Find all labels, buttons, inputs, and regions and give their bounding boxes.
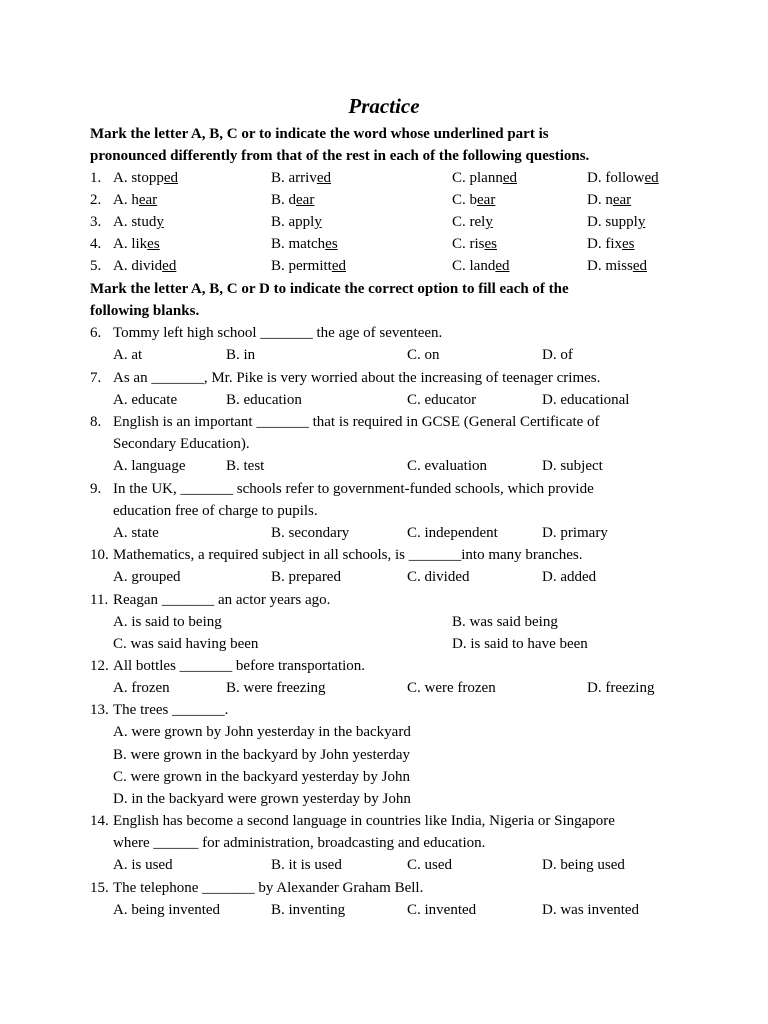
- option-text: C. land: [452, 258, 496, 274]
- option-d: D. in the backyard were grown yesterday by John: [113, 791, 411, 807]
- underlined-part: ed: [163, 170, 179, 186]
- question-number: 9.: [90, 481, 102, 497]
- underlined-part: ed: [495, 258, 510, 274]
- option-text: A. divid: [113, 258, 163, 274]
- option-b: [271, 211, 322, 233]
- question-stem: English is an important _______ that is required in GCSE (General Certificate of: [113, 414, 600, 430]
- underlined-part: es: [484, 236, 498, 252]
- question-stem: education free of charge to pupils.: [113, 503, 318, 519]
- option-c: C. were frozen: [407, 680, 496, 696]
- question-8-continued: [0, 433, 768, 455]
- question-4: [0, 233, 768, 255]
- question-6-options: [0, 344, 768, 366]
- underlined-part: y: [637, 214, 646, 230]
- option-text: A. stud: [113, 214, 157, 230]
- underlined-part: ed: [331, 258, 346, 274]
- question-13-option-d-row: [0, 788, 768, 810]
- question-number: 5.: [90, 258, 102, 274]
- option-c: C. on: [407, 347, 440, 363]
- option-text: D. miss: [587, 258, 633, 274]
- option-a: [113, 211, 164, 233]
- option-c: C. used: [407, 857, 452, 873]
- option-text: A. stopp: [113, 170, 164, 186]
- question-stem: As an _______, Mr. Pike is very worried about the increasing of teenager crimes.: [113, 370, 601, 386]
- option-b: [271, 167, 331, 189]
- underlined-part: y: [485, 214, 493, 230]
- option-text: C. rel: [452, 214, 486, 230]
- option-text: A. h: [113, 192, 139, 208]
- underlined-part: es: [622, 236, 635, 252]
- underlined-part: ear: [612, 192, 632, 208]
- instruction-line: Mark the letter A, B, C or to indicate the word whose underlined part is: [90, 126, 549, 142]
- option-c: [452, 189, 495, 211]
- question-13: [0, 699, 768, 721]
- option-d: D. educational: [542, 392, 630, 408]
- instruction-line: Mark the letter A, B, C or D to indicate the correct option to fill each of the: [90, 281, 569, 297]
- question-13-option-b-row: [0, 744, 768, 766]
- question-number: 7.: [90, 370, 102, 386]
- option-text: C. ris: [452, 236, 485, 252]
- page-title: Practice: [348, 94, 420, 118]
- option-b: B. education: [226, 392, 302, 408]
- question-stem: Tommy left high school _______ the age of seventeen.: [113, 325, 443, 341]
- option-d: D. primary: [542, 525, 608, 541]
- option-d: [587, 233, 635, 255]
- underlined-part: ed: [502, 170, 518, 186]
- question-8-options: [0, 455, 768, 477]
- question-stem: In the UK, _______ schools refer to government-funded schools, which provide: [113, 481, 594, 497]
- underlined-part: ed: [632, 258, 648, 274]
- option-c: C. independent: [407, 525, 498, 541]
- underlined-part: ed: [316, 170, 331, 186]
- question-2: [0, 189, 768, 211]
- option-d: D. of: [542, 347, 573, 363]
- question-14: [0, 810, 768, 832]
- question-11-options-row1: [0, 611, 768, 633]
- question-stem: Secondary Education).: [113, 436, 250, 452]
- option-b: B. were grown in the backyard by John yesterday: [113, 747, 410, 763]
- option-a: [113, 233, 160, 255]
- underlined-part: ed: [162, 258, 177, 274]
- option-text: A. lik: [113, 236, 148, 252]
- option-b: [271, 255, 346, 277]
- option-a: A. is said to being: [113, 614, 222, 630]
- option-c: C. was said having been: [113, 636, 259, 652]
- option-d: D. subject: [542, 458, 603, 474]
- option-d: [587, 255, 647, 277]
- option-a: A. were grown by John yesterday in the backyard: [113, 724, 411, 740]
- option-d: D. added: [542, 569, 597, 585]
- question-number: 8.: [90, 414, 102, 430]
- option-b: B. it is used: [271, 857, 342, 873]
- question-11-options-row2: [0, 633, 768, 655]
- question-stem: The telephone _______ by Alexander Graham Bell.: [113, 880, 424, 896]
- option-b: B. test: [226, 458, 265, 474]
- option-text: D. fix: [587, 236, 622, 252]
- question-7: [0, 367, 768, 389]
- option-c: [452, 255, 510, 277]
- underlined-part: ear: [296, 192, 315, 208]
- option-text: B. d: [271, 192, 297, 208]
- question-number: 13.: [90, 702, 109, 718]
- question-8: [0, 411, 768, 433]
- option-b: [271, 233, 338, 255]
- option-a: A. being invented: [113, 902, 221, 918]
- question-13-option-a-row: [0, 721, 768, 743]
- option-b: B. was said being: [452, 614, 558, 630]
- option-a: [113, 189, 157, 211]
- option-text: B. permitt: [271, 258, 332, 274]
- option-b: B. in: [226, 347, 256, 363]
- question-number: 15.: [90, 880, 109, 896]
- question-number: 12.: [90, 658, 109, 674]
- question-number: 10.: [90, 547, 109, 563]
- option-d: [587, 189, 631, 211]
- question-14-continued: [0, 832, 768, 854]
- option-a: [113, 167, 178, 189]
- option-b: [271, 189, 314, 211]
- question-number: 14.: [90, 813, 109, 829]
- option-a: A. state: [113, 525, 159, 541]
- question-10-options: [0, 566, 768, 588]
- section1-instruction: [90, 123, 710, 167]
- instruction-line: following blanks.: [90, 303, 200, 319]
- question-7-options: [0, 389, 768, 411]
- question-11: [0, 589, 768, 611]
- option-d: D. was invented: [542, 902, 640, 918]
- option-text: D. suppl: [587, 214, 638, 230]
- question-stem: Reagan _______ an actor years ago.: [113, 592, 331, 608]
- question-number: 2.: [90, 192, 102, 208]
- question-5: [0, 255, 768, 277]
- question-15: [0, 877, 768, 899]
- underlined-part: y: [156, 214, 164, 230]
- question-14-options: [0, 854, 768, 876]
- option-text: D. n: [587, 192, 613, 208]
- question-10: [0, 544, 768, 566]
- option-text: B. arriv: [271, 170, 317, 186]
- option-a: A. at: [113, 347, 143, 363]
- underlined-part: es: [147, 236, 160, 252]
- option-c: [452, 167, 517, 189]
- option-text: B. appl: [271, 214, 315, 230]
- question-15-options: [0, 899, 768, 921]
- option-b: B. prepared: [271, 569, 341, 585]
- option-c: C. educator: [407, 392, 477, 408]
- option-text: D. follow: [587, 170, 645, 186]
- section2-instruction: [90, 278, 710, 322]
- question-stem: Mathematics, a required subject in all schools, is _______into many branches.: [113, 547, 583, 563]
- question-stem: All bottles _______ before transportation.: [113, 658, 366, 674]
- question-stem: where ______ for administration, broadcasting and education.: [113, 835, 486, 851]
- question-3: [0, 211, 768, 233]
- underlined-part: ed: [644, 170, 659, 186]
- option-text: B. match: [271, 236, 326, 252]
- question-number: 6.: [90, 325, 102, 341]
- question-6: [0, 322, 768, 344]
- option-text: C. plann: [452, 170, 503, 186]
- underlined-part: es: [325, 236, 338, 252]
- option-text: C. b: [452, 192, 478, 208]
- question-12: [0, 655, 768, 677]
- question-1: [0, 167, 768, 189]
- question-stem: The trees _______.: [113, 702, 229, 718]
- option-b: B. inventing: [271, 902, 346, 918]
- underlined-part: y: [314, 214, 322, 230]
- question-number: 11.: [90, 592, 109, 608]
- question-number: 1.: [90, 170, 102, 186]
- question-number: 3.: [90, 214, 102, 230]
- option-d: D. being used: [542, 857, 625, 873]
- option-c: C. evaluation: [407, 458, 487, 474]
- option-a: A. is used: [113, 857, 173, 873]
- option-c: [452, 211, 493, 233]
- option-c: C. were grown in the backyard yesterday by John: [113, 769, 410, 785]
- question-stem: English has become a second language in countries like India, Nigeria or Singapore: [113, 813, 615, 829]
- option-b: B. secondary: [271, 525, 350, 541]
- question-9: [0, 478, 768, 500]
- question-13-option-c-row: [0, 766, 768, 788]
- option-c: C. divided: [407, 569, 470, 585]
- option-b: B. were freezing: [226, 680, 326, 696]
- question-9-options: [0, 522, 768, 544]
- underlined-part: ear: [477, 192, 496, 208]
- instruction-line: pronounced differently from that of the rest in each of the following questions.: [90, 148, 590, 164]
- option-d: D. freezing: [587, 680, 655, 696]
- option-d: [587, 211, 645, 233]
- option-a: [113, 255, 176, 277]
- question-number: 4.: [90, 236, 102, 252]
- option-a: A. language: [113, 458, 186, 474]
- option-c: [452, 233, 497, 255]
- option-c: C. invented: [407, 902, 477, 918]
- option-d: [587, 167, 659, 189]
- option-a: A. grouped: [113, 569, 181, 585]
- question-12-options: [0, 677, 768, 699]
- option-d: D. is said to have been: [452, 636, 588, 652]
- option-a: A. frozen: [113, 680, 170, 696]
- underlined-part: ear: [138, 192, 158, 208]
- option-a: A. educate: [113, 392, 178, 408]
- question-9-continued: [0, 500, 768, 522]
